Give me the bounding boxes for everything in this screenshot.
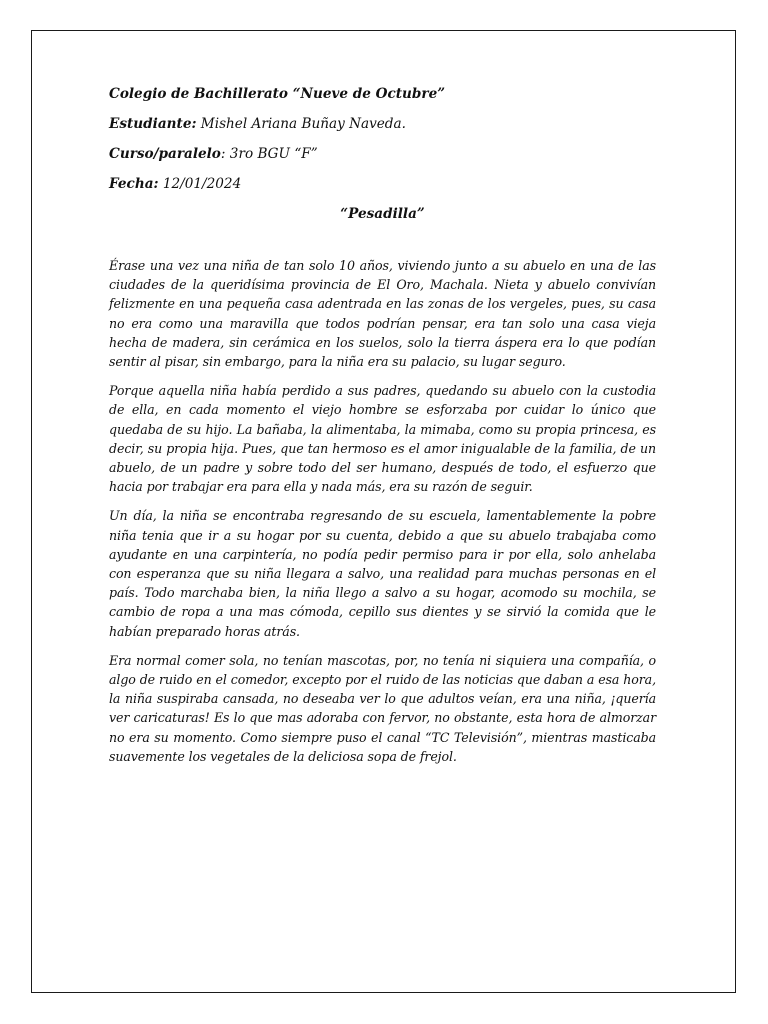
school-name: Colegio de Bachillerato “Nueve de Octubre” — [109, 86, 446, 102]
story-title: “Pesadilla” — [340, 206, 425, 222]
course-label: Curso/paralelo — [109, 146, 221, 162]
date-line — [109, 174, 656, 194]
course-line — [109, 144, 656, 164]
course-value: : 3ro BGU “F” — [220, 146, 318, 162]
paragraph-1: Érase una vez una niña de tan solo 10 años, viviendo junto a su abuelo en una de las ciudades de la queridísima provincia de El Oro, Machala. Nieta y abuelo convivían felizmente en una pequeña casa adentrada en las zonas de los vergeles, pues, su casa no era como una maravilla que todos podrían pensar, era tan solo una casa vieja hecha de madera, sin cerámica en los suelos, solo la tierra áspera era lo que podían sentir al pisar, sin embargo, para la niña era su palacio, su lugar seguro. — [109, 258, 656, 370]
date-label: Fecha: — [109, 176, 159, 192]
paragraph-3: Un día, la niña se encontraba regresando de su escuela, lamentablemente la pobre niña tenia que ir a su hogar por su cuenta, debido a que su abuelo trabajaba como ayudante en una carpintería, no podía pedir permiso para ir por ella, solo anhelaba con esperanza que su niña llegara a salvo, una realidad para muchas personas en el país. Todo marchaba bien, la niña llego a salvo a su hogar, acomodo su mochila, se cambio de ropa a una mas cómoda, cepillo sus dientes y se sirvió la comida que le habían preparado horas atrás. — [109, 508, 656, 639]
student-label: Estudiante: — [109, 116, 197, 132]
date-value: 12/01/2024 — [158, 176, 242, 192]
paragraph-4: Era normal comer sola, no tenían mascotas, por, no tenía ni siquiera una compañía, o algo de ruido en el comedor, excepto por el ruido de las noticias que daban a esa hora, la niña suspiraba cansada, no deseaba ver lo que adultos veían, era una niña, ¡quería ver caricaturas! Es lo que mas adoraba con fervor, no obstante, esta hora de almorzar no era su momento. Como siempre puso el canal “TC Televisión”, mientras masticaba suavemente los vegetales de la deliciosa sopa de frejol. — [109, 652, 656, 764]
student-line — [109, 114, 656, 134]
paragraph-2: Porque aquella niña había perdido a sus padres, quedando su abuelo con la custodia de ella, en cada momento el viejo hombre se esforzaba por cuidar lo único que quedaba de su hijo. La bañaba, la alimentaba, la mimaba, como su propia princesa, es decir, su propia hija. Pues, que tan hermoso es el amor inigualable de la familia, de un abuelo, de un padre y sobre todo del ser humano, después de todo, el esfuerzo que hacia por trabajar era para ella y nada más, era su razón de seguir. — [109, 383, 656, 495]
document-body — [109, 84, 656, 776]
student-name: Mishel Ariana Buñay Naveda. — [196, 116, 406, 132]
